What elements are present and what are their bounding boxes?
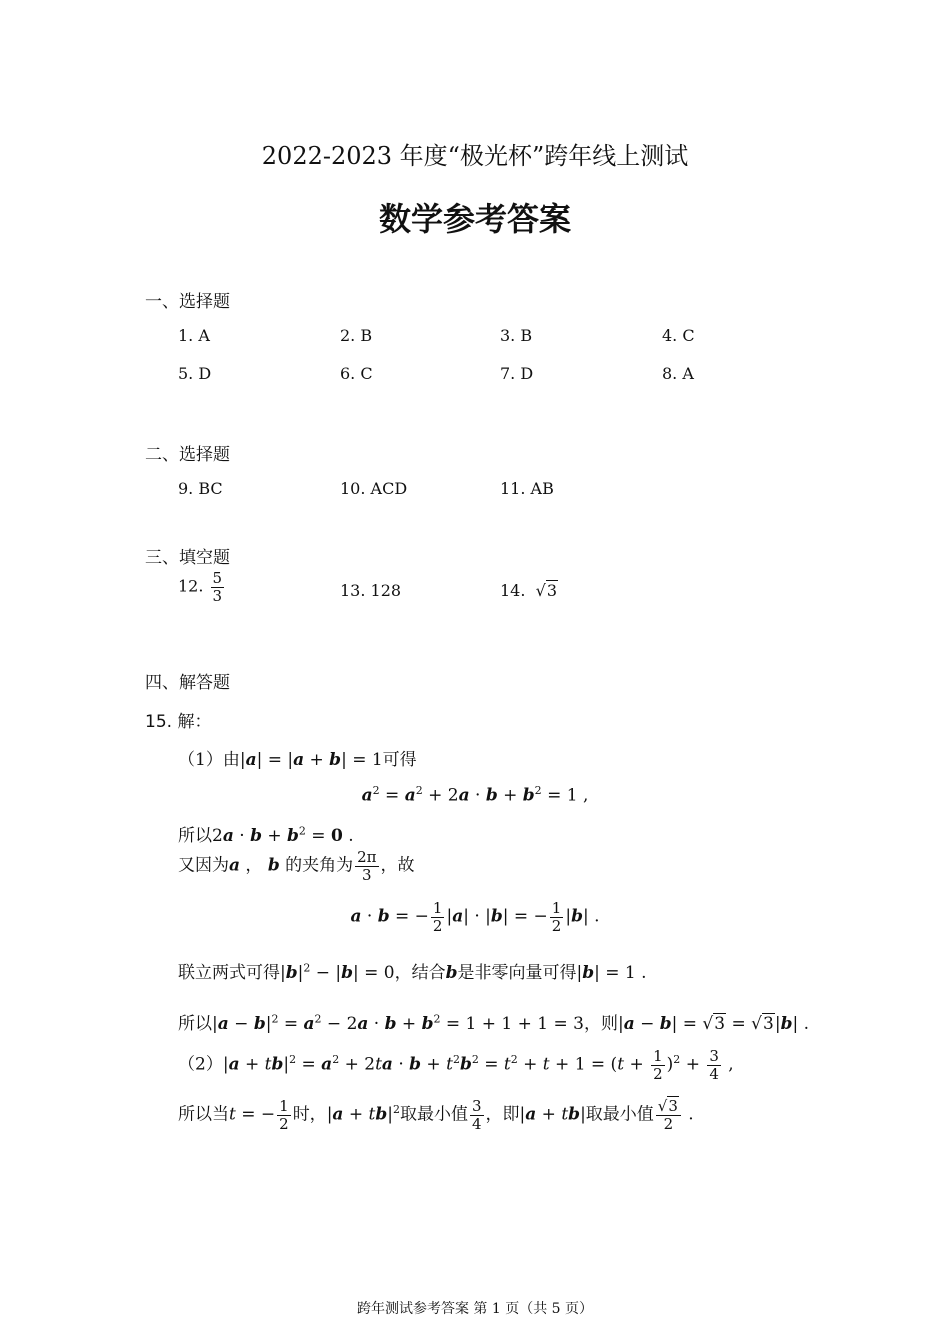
answer-9: 9. BC: [178, 479, 223, 498]
section-heading-fill: 三、填空题: [145, 548, 230, 568]
answer-13: 13. 128: [340, 581, 402, 600]
answer-11: 11. AB: [500, 479, 554, 498]
answer-5: 5. D: [178, 364, 212, 383]
fraction-half: $\frac{1}{2}$: [653, 1047, 663, 1083]
fraction-3-4: $\frac{3}{4}$: [709, 1047, 719, 1083]
solution-line-3: 又因为a ， b 的夹角为 $\frac{2\pi}{3}$ ，故: [178, 848, 415, 884]
section-heading-choice: 一、选择题: [145, 292, 230, 312]
section-heading-multi: 二、选择题: [145, 445, 230, 465]
fraction-half: $\frac{1}{2}$: [279, 1097, 289, 1133]
solution-line-2: 所以$2a \cdot b + b^2 = 0$ .: [178, 824, 354, 846]
problem-15-label: 15. 解：: [145, 712, 212, 732]
section-heading-solutions: 四、解答题: [145, 673, 230, 693]
solution-line-6: 所以$|a - b|^2 = a^2 - 2a \cdot b + b^2 = 1 + 1 + 1 = 3$，则|a − b| = √3 = √3|b| .: [178, 1012, 809, 1034]
answer-10: 10. ACD: [340, 479, 408, 498]
solution-line-8: 所以当t = − $\frac{1}{2}$ 时，$|a + tb|^2$取最小值 $\frac{3}{4}$ ，即|a + tb|取最小值 $\frac{√3}{2}$ .: [178, 1097, 694, 1133]
solution-line-1: （1）由|a| = |a + b| = 1可得: [178, 750, 417, 770]
equation-1: $a^2 = a^2 + 2a \cdot b + b^2 = 1$ ,: [361, 784, 589, 806]
fraction-half: $\frac{1}{2}$: [432, 899, 443, 935]
page-footer: 跨年测试参考答案 第 1 页（共 5 页）: [356, 1301, 594, 1317]
answer-7: 7. D: [500, 364, 534, 383]
solution-line-5: 联立两式可得$|b|^2 - |b| = 0$，结合b是非零向量可得|b| = 1 .: [178, 961, 647, 983]
document-title: 2022-2023 年度“极光杯”跨年线上测试: [261, 142, 689, 170]
solution-line-7: $(2)|a + tb|^2 = a^2 + 2ta \cdot b + t^2b^2 = t^2 + t + 1 = (t$ + $\frac{1}{2}$ )$^2$ + $\frac{3}{4}$ ,: [178, 1047, 734, 1083]
answer-6: 6. C: [340, 364, 373, 383]
document-subtitle: 数学参考答案: [378, 200, 571, 238]
fraction-5-3: $\frac{5}{3}$: [212, 569, 223, 605]
answer-2: 2. B: [340, 326, 373, 345]
answer-1: 1. A: [178, 326, 210, 345]
answer-8: 8. A: [662, 364, 694, 383]
answer-14: 14. √3: [500, 581, 558, 600]
answer-4: 4. C: [662, 326, 695, 345]
fraction-3-4: $\frac{3}{4}$: [471, 1097, 482, 1133]
fraction-2pi-3: $\frac{2\pi}{3}$: [357, 848, 377, 884]
equation-2: a · b = − $\frac{1}{2}$ |a| · |b| = − $\frac{1}{2}$ |b| .: [350, 899, 600, 935]
answer-3: 3. B: [500, 326, 533, 345]
fraction-half: $\frac{1}{2}$: [551, 899, 562, 935]
fraction-sqrt3-2: $\frac{√3}{2}$: [656, 1098, 681, 1132]
answer-12: 12. $\frac{5}{3}$: [178, 569, 223, 605]
